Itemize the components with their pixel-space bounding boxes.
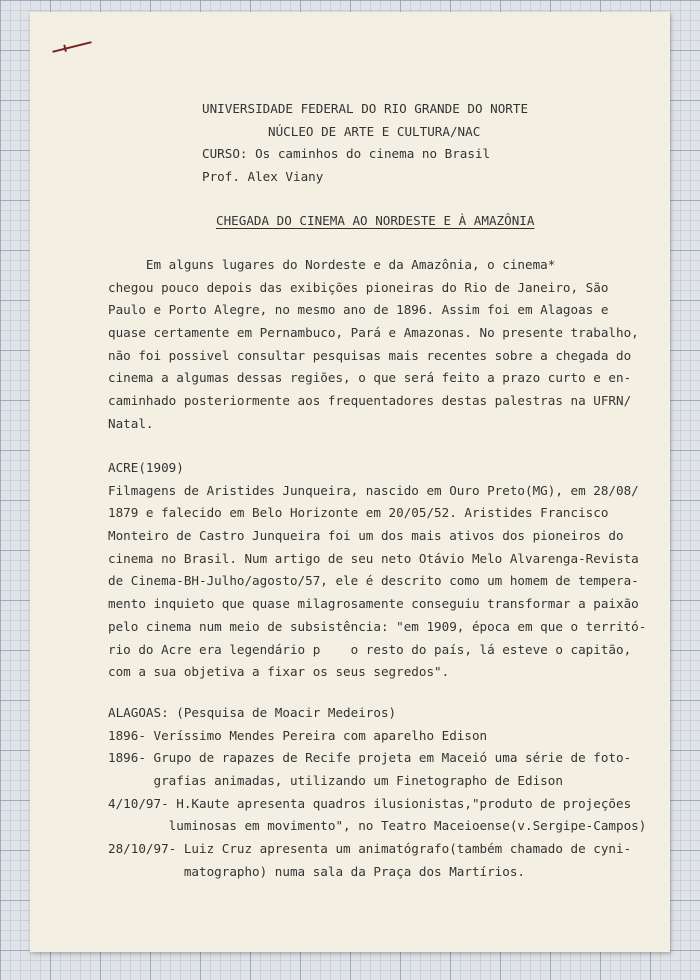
text-line: Filmagens de Aristides Junqueira, nascido em Ouro Preto(MG), em 28/08/ [108, 482, 639, 498]
text-line: grafias animadas, utilizando um Finetographo de Edison [108, 773, 563, 789]
text-line: luminosas em movimento", no Teatro Maceioense(v.Sergipe-Campos) [108, 818, 647, 834]
text-line: cinema a algumas dessas regiões, o que será feito a prazo curto e en- [108, 370, 632, 386]
document-title: CHEGADA DO CINEMA AO NORDESTE E À AMAZÔNIA [216, 213, 535, 228]
text-line: com a sua objetiva a fixar os seus segredos". [108, 664, 450, 680]
text-line: Natal. [108, 415, 154, 431]
acre-section [108, 457, 646, 684]
pen-mark [52, 41, 91, 53]
text-line: pelo cinema num meio de subsistência: "em 1909, época em que o territó- [108, 618, 647, 634]
text-line: Paulo e Porto Alegre, no mesmo ano de 1896. Assim foi em Alagoas e [108, 302, 609, 318]
text-line: Monteiro de Castro Junqueira foi um dos mais ativos dos pioneiros do [108, 528, 624, 544]
text-line: matographo) numa sala da Praça dos Martírios. [108, 863, 526, 879]
intro-paragraph [108, 254, 639, 436]
text-line: 4/10/97- H.Kaute apresenta quadros ilusionistas,"produto de projeções [108, 795, 632, 811]
text-line: chegou pouco depois das exibições pioneiras do Rio de Janeiro, São [108, 279, 609, 295]
text-line: 1896- Veríssimo Mendes Pereira com aparelho Edison [108, 727, 488, 743]
professor-name: Prof. Alex Viany [202, 169, 324, 185]
alagoas-section [108, 702, 646, 884]
text-line: caminhado posteriormente aos frequentadores destas palestras na UFRN/ [108, 393, 632, 409]
text-line: cinema no Brasil. Num artigo de seu neto Otávio Melo Alvarenga-Revista [108, 550, 639, 566]
section-heading: ALAGOAS: (Pesquisa de Moacir Medeiros) [108, 705, 397, 720]
department-name: NÚCLEO DE ARTE E CULTURA/NAC [268, 123, 481, 139]
letterhead [202, 98, 528, 189]
text-line: não foi possivel consultar pesquisas mais recentes sobre a chegada do [108, 347, 632, 363]
course-name: CURSO: Os caminhos do cinema no Brasil [202, 146, 491, 162]
university-name: UNIVERSIDADE FEDERAL DO RIO GRANDE DO NORTE [202, 101, 529, 116]
text-line: 1879 e falecido em Belo Horizonte em 20/05/52. Aristides Francisco [108, 505, 609, 521]
text-line: 1896- Grupo de rapazes de Recife projeta em Maceió uma série de foto- [108, 750, 632, 766]
text-line: quase certamente em Pernambuco, Pará e Amazonas. No presente trabalho, [108, 325, 639, 341]
text-line: de Cinema-BH-Julho/agosto/57, ele é descrito como um homem de tempera- [108, 573, 639, 589]
text-line: Em alguns lugares do Nordeste e da Amazônia, o cinema* [108, 257, 556, 272]
text-line: rio do Acre era legendário p o resto do país, lá esteve o capitão, [108, 641, 632, 657]
section-heading: ACRE(1909) [108, 460, 184, 475]
text-line: mento inquieto que quase milagrosamente conseguiu transformar a paixão [108, 596, 639, 612]
text-line: 28/10/97- Luiz Cruz apresenta um animatógrafo(também chamado de cyni- [108, 841, 632, 857]
document-page [30, 12, 670, 952]
